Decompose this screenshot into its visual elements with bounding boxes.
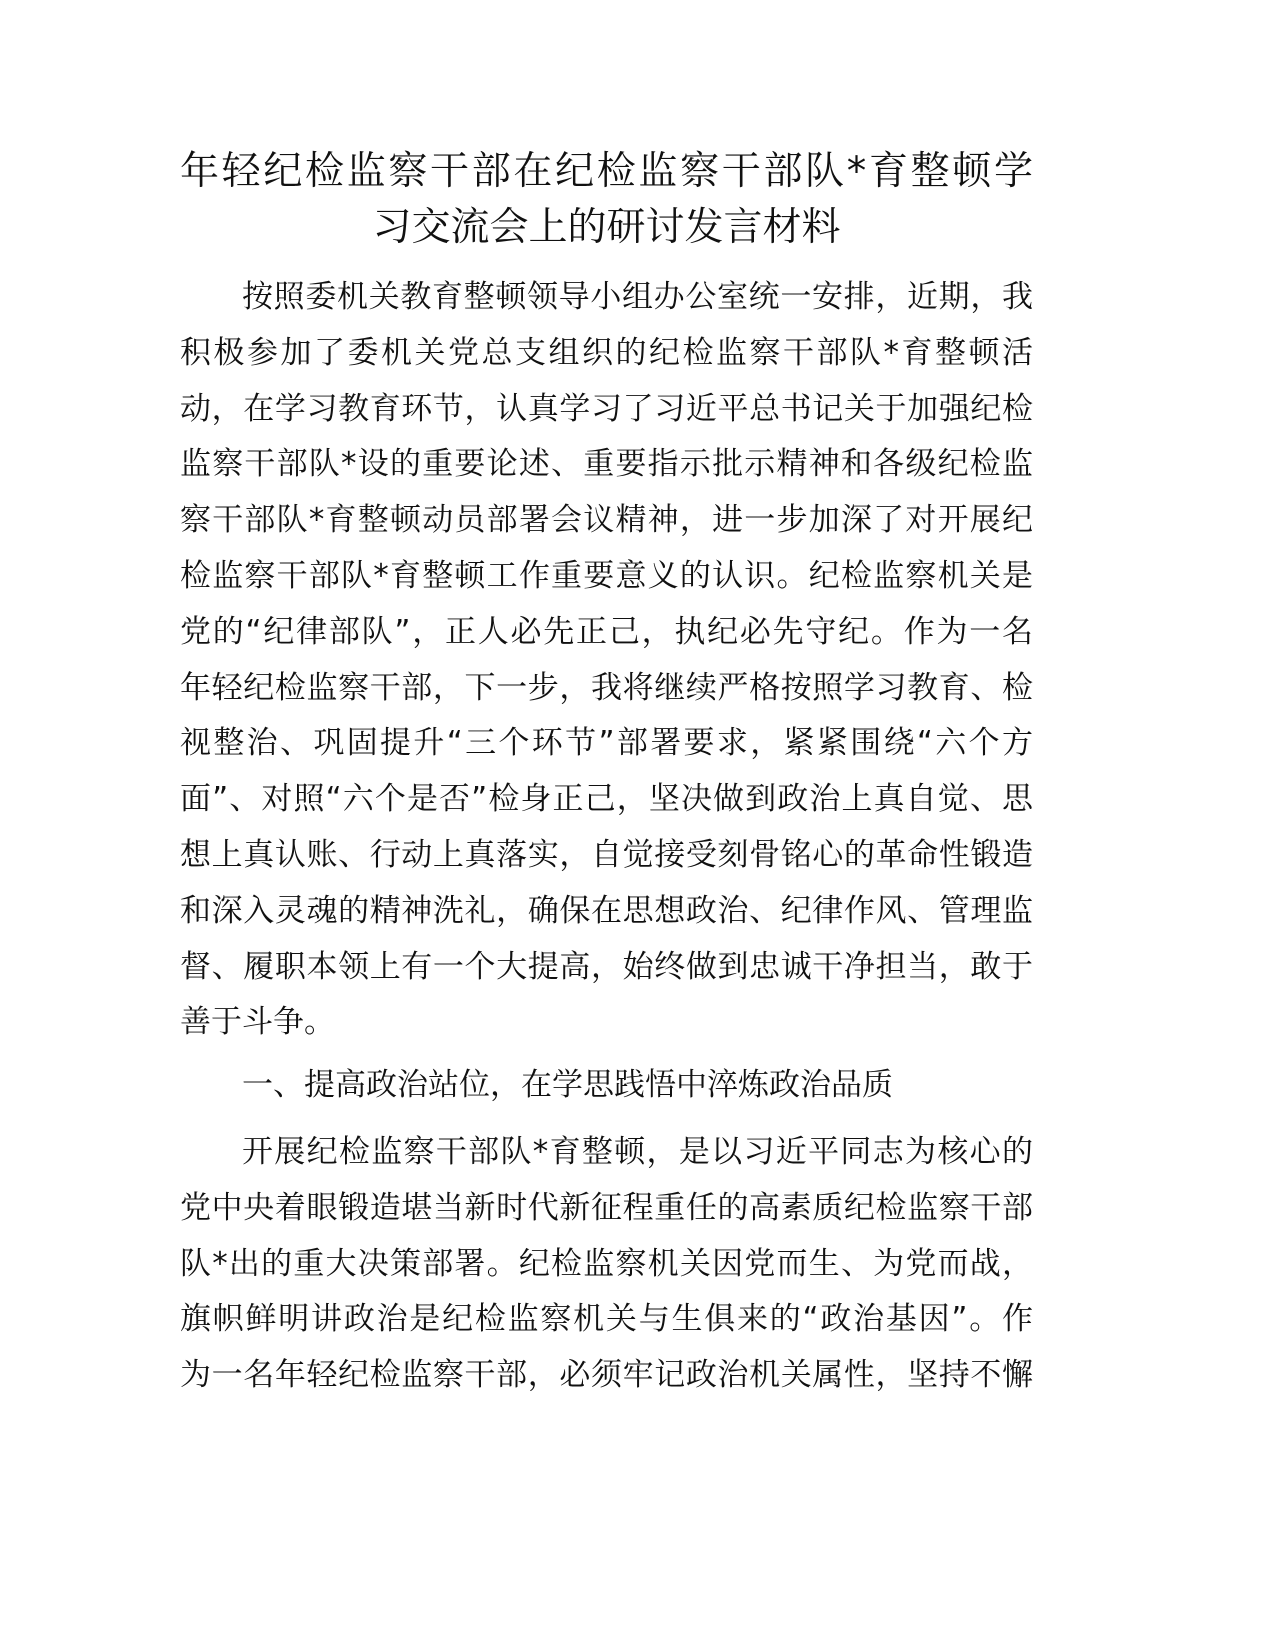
text-line: 党的“纪律部队”，正人必先正己，执纪必先守纪。作为一名: [180, 613, 1033, 650]
text-line: 动，在学习教育环节，认真学习了习近平总书记关于加强纪检: [180, 390, 1033, 427]
text-line: 善于斗争。: [180, 1004, 335, 1041]
text-line: 党中央着眼锻造堪当新时代新征程重任的高素质纪检监察干部: [180, 1189, 1033, 1226]
paragraph-1: [180, 270, 1033, 1051]
paragraph-2: [180, 1125, 1033, 1404]
text-line: 按照委机关教育整顿领导小组办公室统一安排，近期，我: [242, 279, 1033, 315]
text-line: 和深入灵魂的精神洗礼，确保在思想政治、纪律作风、管理监: [180, 892, 1033, 929]
text-line: 开展纪检监察干部队*育整顿，是以习近平同志为核心的: [242, 1134, 1033, 1170]
section-heading-1: [180, 1058, 1033, 1114]
text-line: 督、履职本领上有一个大提高，始终做到忠诚干净担当，敢于: [180, 948, 1033, 985]
text-line: 察干部队*育整顿动员部署会议精神，进一步加深了对开展纪: [180, 502, 1033, 539]
text-line: 视整治、巩固提升“三个环节”部署要求，紧紧围绕“六个方: [180, 725, 1033, 762]
document-title-line-2: 习交流会上的研讨发言材料: [372, 205, 841, 250]
text-line: 积极参加了委机关党总支组织的纪检监察干部队*育整顿活: [180, 334, 1033, 371]
text-line: 队*出的重大决策部署。纪检监察机关因党而生、为党而战，: [180, 1245, 1033, 1282]
text-line: 旗帜鲜明讲政治是纪检监察机关与生俱来的“政治基因”。作: [180, 1301, 1033, 1338]
text-line: 面”、对照“六个是否”检身正己，坚决做到政治上真自觉、思: [180, 781, 1033, 818]
text-line: 年轻纪检监察干部，下一步，我将继续严格按照学习教育、检: [180, 669, 1033, 706]
text-line: 想上真认账、行动上真落实，自觉接受刻骨铭心的革命性锻造: [180, 836, 1033, 873]
text-line: 为一名年轻纪检监察干部，必须牢记政治机关属性，坚持不懈: [180, 1357, 1033, 1394]
document-title-line-1: 年轻纪检监察干部在纪检监察干部队*育整顿学: [180, 149, 1033, 194]
text-line: 检监察干部队*育整顿工作重要意义的认识。纪检监察机关是: [180, 557, 1033, 594]
text-line: 监察干部队*设的重要论述、重要指示批示精神和各级纪检监: [180, 446, 1033, 483]
heading-text: 一、提高政治站位，在学思践悟中淬炼政治品质: [242, 1067, 893, 1103]
